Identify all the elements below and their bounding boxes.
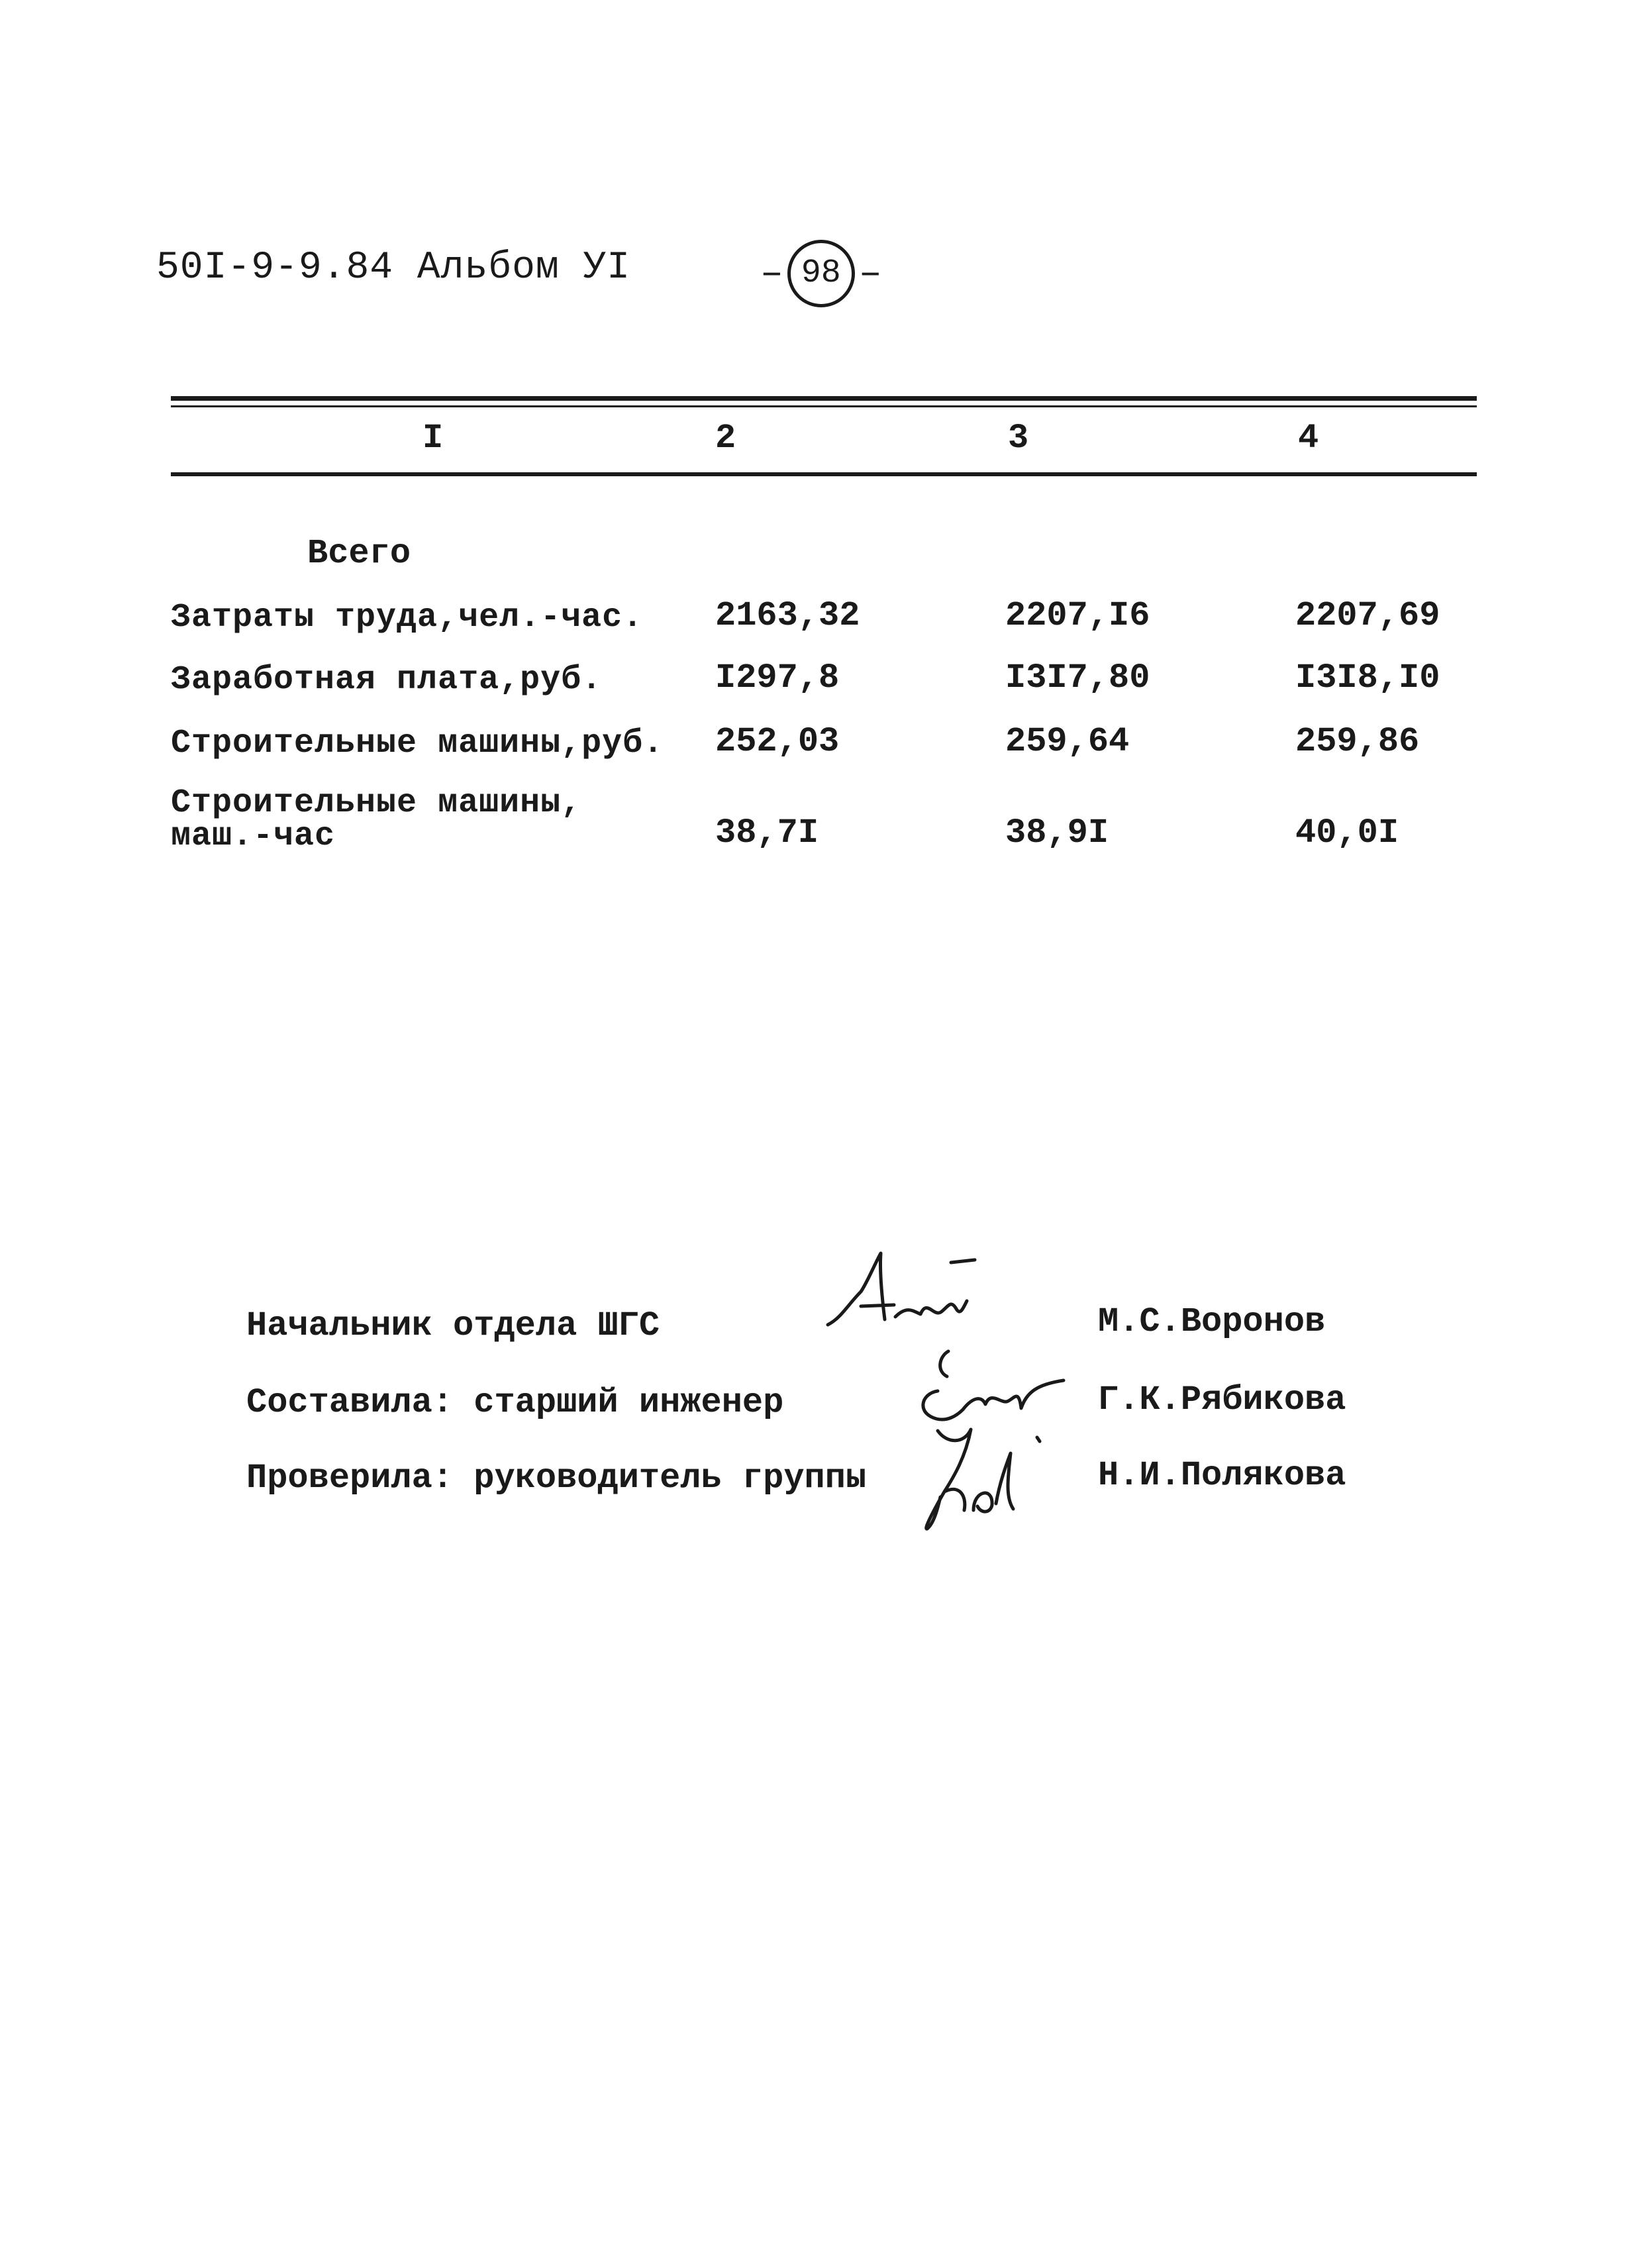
table-top-rule-thin xyxy=(171,405,1477,407)
page-number: – 98 – xyxy=(760,240,882,307)
column-header-3: 3 xyxy=(1008,419,1029,458)
signatory-name: Н.И.Полякова xyxy=(1098,1456,1346,1495)
table-cell: 259,64 xyxy=(1005,722,1130,761)
table-cell: I3I7,80 xyxy=(1005,658,1150,697)
table-cell: 252,03 xyxy=(715,722,840,761)
column-header-4: 4 xyxy=(1298,419,1319,458)
row-label: Строительные машины,руб. xyxy=(171,725,664,762)
table-top-rule xyxy=(171,396,1477,401)
table-cell: I3I8,I0 xyxy=(1295,658,1440,697)
table-cell: 2163,32 xyxy=(715,596,860,635)
signatory-name: М.С.Воронов xyxy=(1098,1302,1326,1341)
signatory-role: Проверила: руководитель группы xyxy=(246,1459,867,1498)
table-cell: 40,0I xyxy=(1295,813,1399,852)
row-label: Заработная плата,руб. xyxy=(171,661,603,699)
section-title: Всего xyxy=(307,534,411,573)
table-cell: 38,7I xyxy=(715,813,819,852)
document-code: 50I-9-9.84 Альбом УI xyxy=(156,246,631,289)
page-number-circle: 98 xyxy=(787,240,855,307)
signature-polyakova xyxy=(907,1418,1060,1537)
table-header-rule xyxy=(171,472,1477,476)
signature-voronov xyxy=(821,1245,993,1345)
table-cell: 259,86 xyxy=(1295,722,1420,761)
row-label xyxy=(171,784,582,855)
signatory-name: Г.К.Рябикова xyxy=(1098,1380,1346,1419)
table-cell: 2207,69 xyxy=(1295,596,1440,635)
row-label-line-1: Строительные машины, xyxy=(171,784,582,822)
table-cell: 38,9I xyxy=(1005,813,1109,852)
table-cell: 2207,I6 xyxy=(1005,596,1150,635)
signatory-role: Начальник отдела ШГС xyxy=(246,1306,660,1345)
signatory-role: Составила: старший инженер xyxy=(246,1383,784,1422)
table-cell: I297,8 xyxy=(715,658,840,697)
column-header-1: I xyxy=(423,419,444,458)
column-header-2: 2 xyxy=(715,419,736,458)
row-label: Затраты труда,чел.-час. xyxy=(171,599,644,637)
row-label-line-2: маш.-час xyxy=(171,817,336,855)
